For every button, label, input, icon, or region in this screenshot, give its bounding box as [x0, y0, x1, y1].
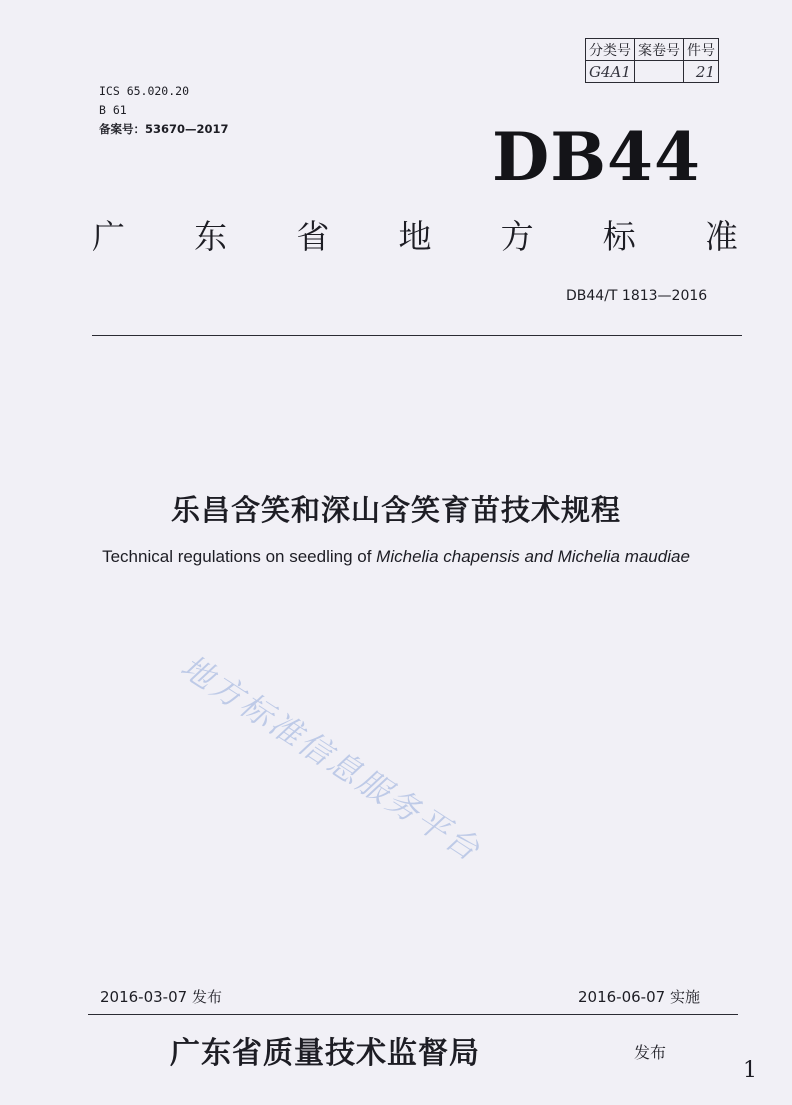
- title-en-prefix: Technical regulations on seedling of: [102, 547, 377, 566]
- ics-code: ICS 65.020.20: [99, 84, 190, 98]
- record-label: 备案号：: [99, 122, 145, 136]
- db44-mark: DB44: [492, 118, 701, 196]
- archive-header-file: 案卷号: [635, 39, 684, 61]
- page-number: 1: [743, 1058, 757, 1083]
- footer-divider: [88, 1014, 738, 1015]
- archive-value-file: [635, 61, 684, 83]
- issue-date: 2016-03-07 发布: [100, 988, 222, 1006]
- title-char: 东: [194, 217, 228, 256]
- standard-code: DB44/T 1813—2016: [566, 288, 708, 304]
- ccs-code: B 61: [99, 103, 127, 117]
- title-char: 地: [398, 217, 432, 256]
- watermark: 地方标准信息服务平台: [174, 647, 489, 870]
- header-divider: [92, 335, 742, 336]
- title-char: 广: [92, 217, 125, 256]
- issuing-authority: 广东省质量技术监督局: [170, 1036, 480, 1071]
- record-value: 53670—2017: [145, 122, 229, 136]
- archive-box: [585, 38, 719, 83]
- archive-value-item: 21: [684, 61, 719, 83]
- title-char: 省: [296, 217, 330, 256]
- title-char: 方: [500, 217, 534, 256]
- archive-header-class: 分类号: [586, 39, 635, 61]
- standard-type-title: [92, 211, 738, 258]
- archive-value-class: G4A1: [586, 61, 635, 83]
- effective-date: 2016-06-07 实施: [578, 988, 700, 1006]
- archive-header-item: 件号: [684, 39, 719, 61]
- title-char: 准: [704, 217, 738, 256]
- title-char: 标: [602, 217, 636, 256]
- document-title-en: [0, 547, 792, 567]
- record-number: [99, 120, 229, 139]
- classification-block: [99, 82, 229, 139]
- issue-label: 发布: [634, 1043, 667, 1062]
- document-title-zh: 乐昌含笑和深山含笑育苗技术规程: [170, 493, 621, 527]
- title-en-species: Michelia chapensis and Michelia maudiae: [376, 547, 690, 566]
